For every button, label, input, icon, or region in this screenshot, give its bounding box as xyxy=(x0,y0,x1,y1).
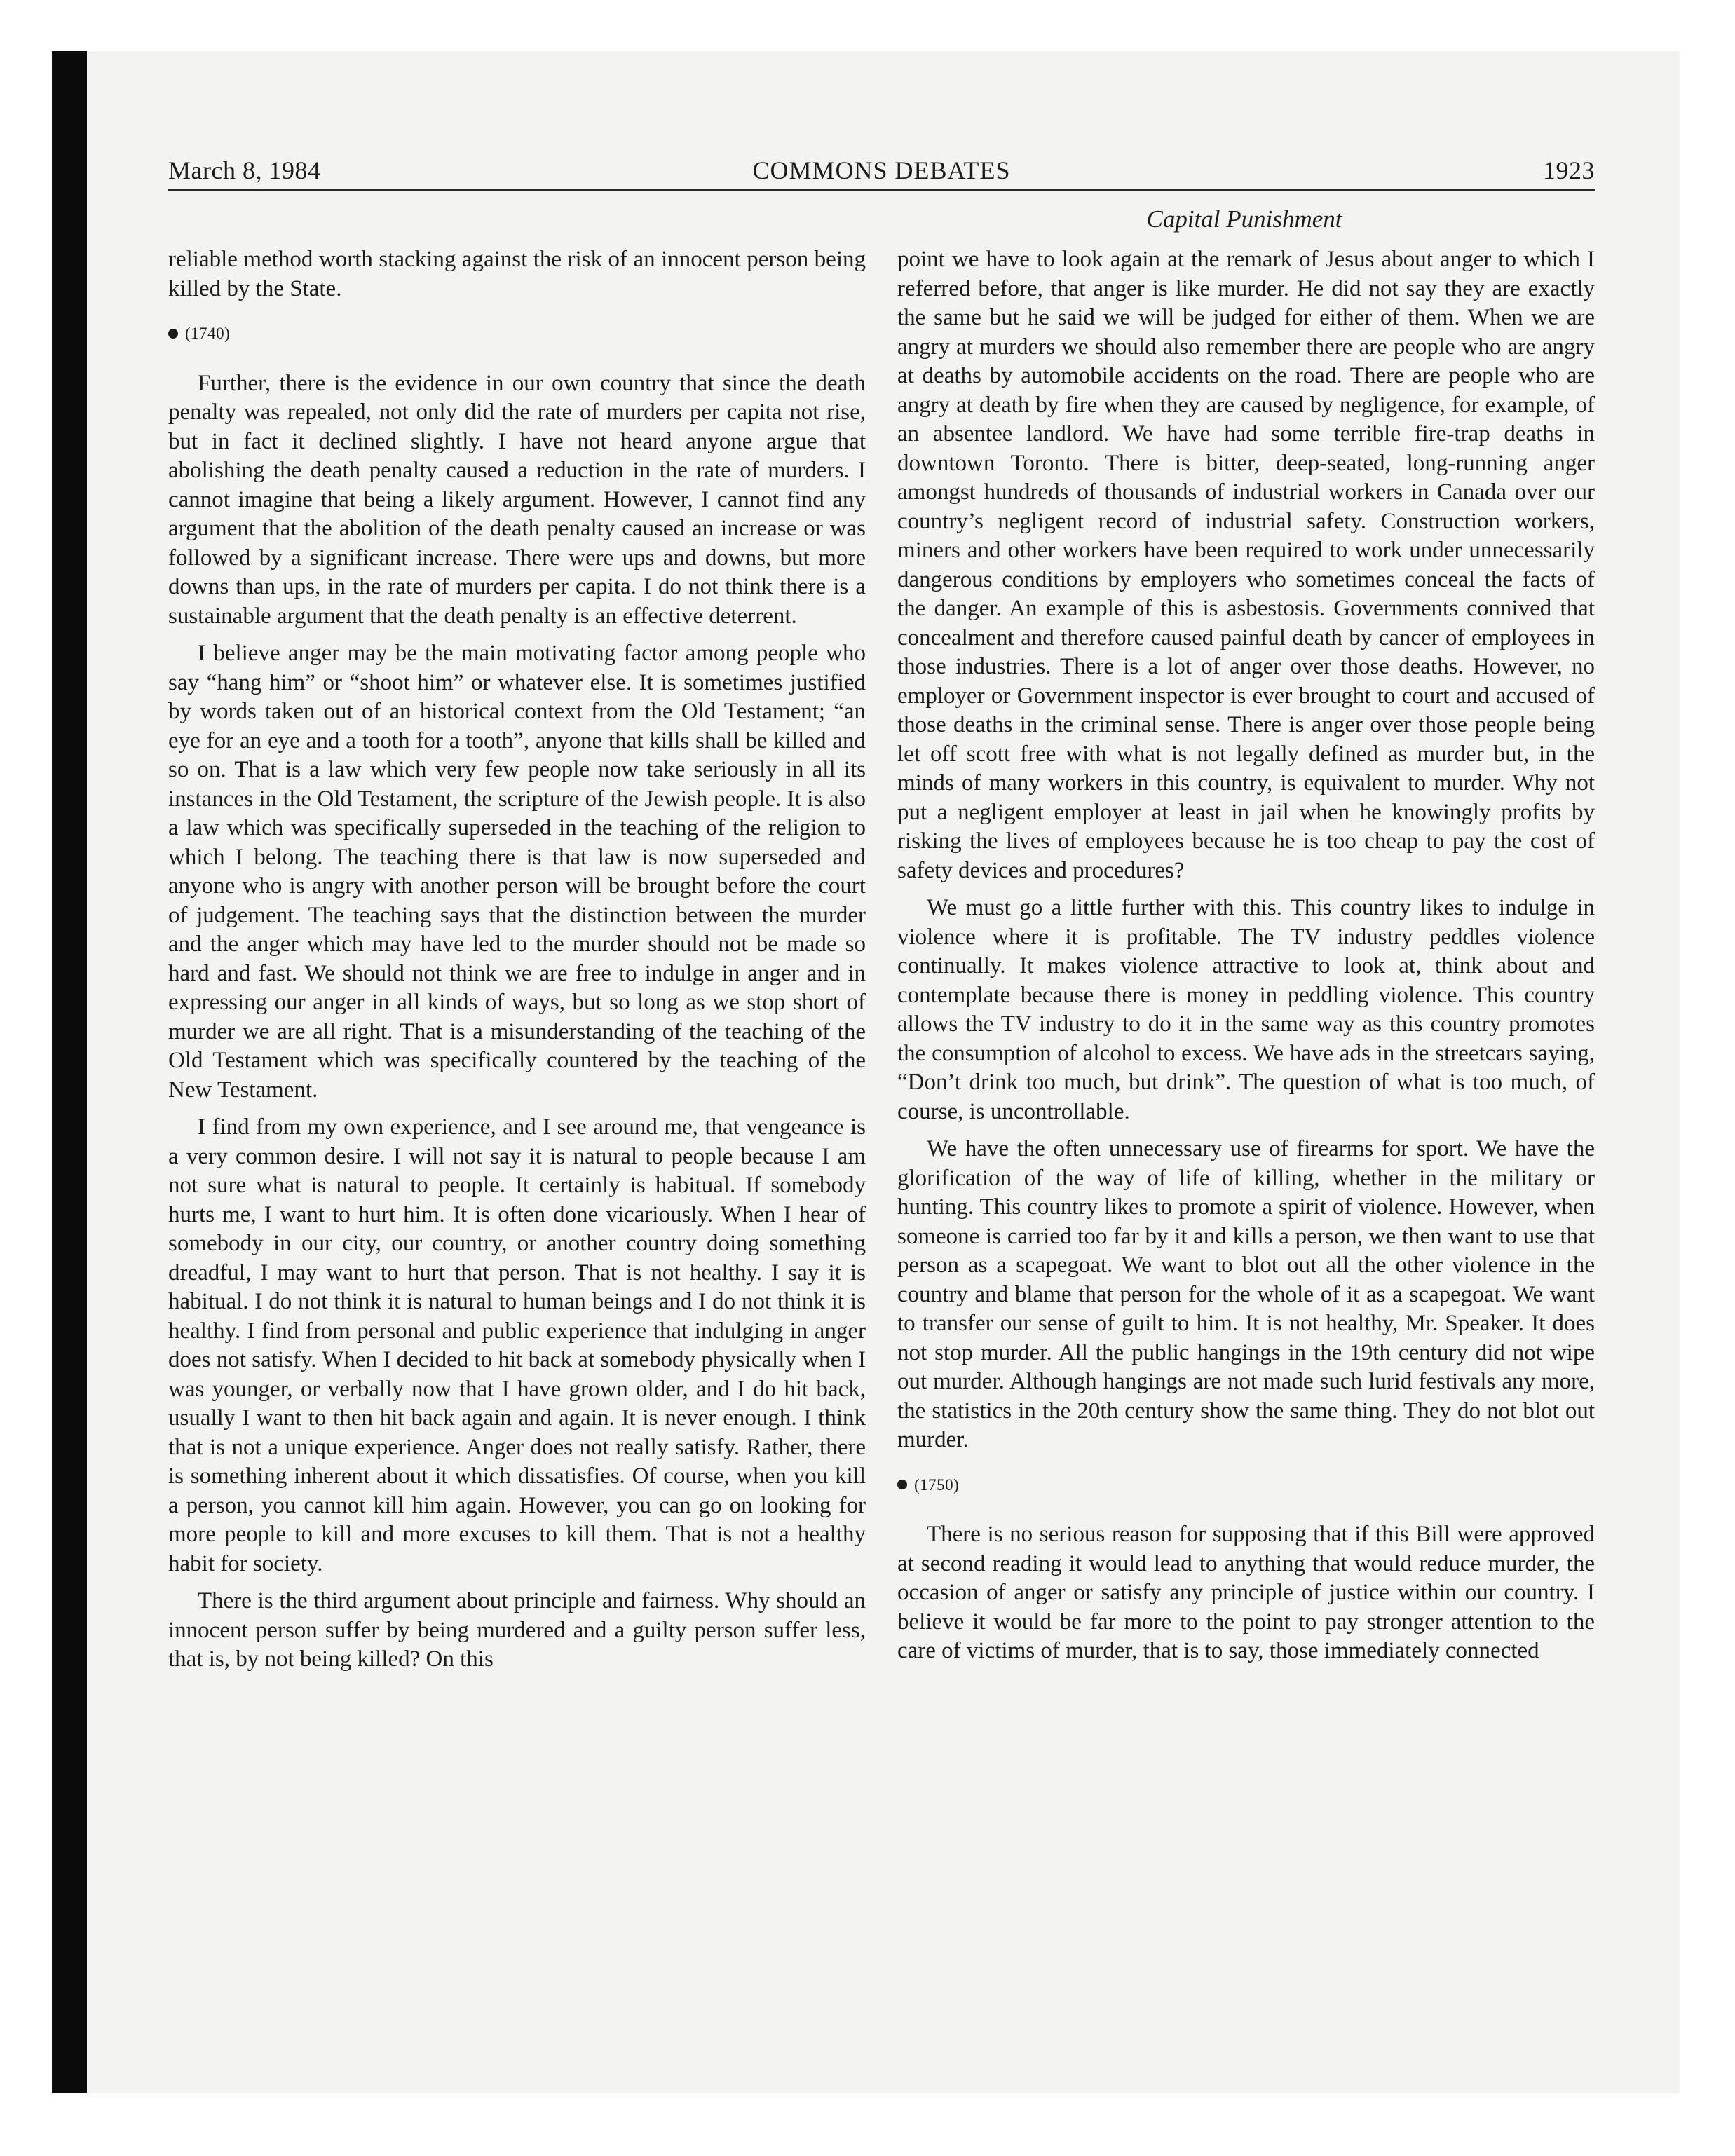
paragraph: point we have to look again at the remark of Jesus about anger to which I referred before, that anger is like murder. He did not say they are exactly the same but he said we will be judged for either of them. When we are angry at murders we should also remember there are people who are angry at deaths by automobile accidents on the road. There are people who are angry at death by fire when they are caused by negligence, for example, of an absentee landlord. We have had some terrible fire-trap deaths in downtown Toronto. There is bitter, deep-seated, long-running anger amongst hundreds of thousands of industrial workers in Canada over our country’s negligent record of industrial safety. Construction workers, miners and other workers have been required to work under unnecessarily dangerous conditions by employers who sometimes conceal the facts of the danger. An example of this is asbestosis. Governments connived that concealment and therefore caused painful death by cancer of employees in those industries. There is a lot of anger over those deaths. However, no employer or Government inspector is ever brought to court and accused of those deaths in the criminal sense. There is anger over those people being let off scott free with what is not legally defined as murder but, in the minds of many workers in this country, is equivalent to murder. Why not put a negligent employer at least in jail when he knowingly profits by risking the lives of employees because he is too cheap to pay the cost of safety devices and procedures? xyxy=(897,247,1595,883)
paragraph: We must go a little further with this. This country likes to indulge in violence where it is profitable. The TV industry peddles violence continually. It makes violence attractive to look at, think about and contemplate because there is money in peddling violence. This country allows the TV industry to do it in the same way as this country promotes the consumption of alcohol to excess. We have ads in the streetcars saying, “Don’t drink too much, but drink”. The question of what is too much, of course, is uncontrollable. xyxy=(897,895,1595,1124)
header-date: March 8, 1984 xyxy=(168,156,321,184)
header-publication: COMMONS DEBATES xyxy=(752,156,1011,184)
paragraph: I find from my own experience, and I see around me, that vengeance is a very common desire. I will not say it is natural to people because I am not sure what is natural to people. It certainly is habitual. If somebody hurts me, I want to hurt him. It is often done vicariously. When I hear of somebody in our city, our country, or another country doing something dreadful, I may want to hurt that person. That is not healthy. I say it is habitual. I do not think it is natural to human beings and I do not think it is healthy. I find from personal and public experience that indulging in anger does not satisfy. When I decided to hit back at somebody physically when I was younger, or verbally now that I have grown older, and I do hit back, usually I want to then hit back again and again. It is never enough. I think that is not a unique experience. Anger does not really satisfy. Rather, there is something inherent about it which dissatisfies. Of course, when you kill a person, you cannot kill him again. However, you can go on looking for more people to kill and more excuses to kill them. That is not a healthy habit for society. xyxy=(168,1114,866,1576)
page-header xyxy=(168,156,1595,191)
subject-heading: Capital Punishment xyxy=(1146,205,1342,233)
paragraph: We have the often unnecessary use of firearms for sport. We have the glorification of the way of life of killing, whether in the military or hunting. This country likes to promote a spirit of violence. However, when someone is carried too far by it and kills a person, we then want to use that person as a scapegoat. We want to blot out all the other violence in the country and blame that person for the whole of it as a scapegoat. We want to transfer our sense of guilt to him. It is not healthy, Mr. Speaker. It does not stop murder. All the public hangings in the 19th century did not wipe out murder. Although hangings are not made such lurid festivals any more, the statistics in the 20th century show the same thing. They do not blot out murder. xyxy=(897,1136,1595,1452)
time-marker xyxy=(897,1471,1595,1500)
paragraph: I believe anger may be the main motivating factor among people who say “hang him” or “shoot him” or whatever else. It is sometimes justified by words taken out of an historical context from the Old Testament; “an eye for an eye and a tooth for a tooth”, anyone that kills shall be killed and so on. That is a law which very few people now take seriously in all its instances in the Old Testament, the scripture of the Jewish people. It is also a law which was specifically superseded in the teaching of the religion to which I belong. The teaching there is that law is now superseded and anyone who is angry with another person will be brought before the court of judgement. The teaching says that the distinction between the murder and the anger which may have led to the murder should not be made so hard and fast. We should not think we are free to indulge in anger and in expressing our anger in all kinds of ways, but so long as we stop short of murder we are all right. That is a misunderstanding of the teaching of the Old Testament which was specifically countered by the teaching of the New Testament. xyxy=(168,641,866,1103)
paragraph: There is the third argument about principle and fairness. Why should an innocent person suffer by being murdered and a guilty person suffer less, that is, by not being killed? On this xyxy=(168,1588,866,1672)
time-marker xyxy=(168,319,866,348)
paragraph: Further, there is the evidence in our own country that since the death penalty was repealed, not only did the rate of murders per capita not rise, but in fact it declined slightly. I have not heard anyone argue that abolishing the death penalty caused a reduction in the rate of murders. I cannot imagine that being a likely argument. However, I cannot find any argument that the abolition of the death penalty caused an increase or was followed by a significant increase. There were ups and downs, but more downs than ups, in the rate of murders per capita. I do not think there is a sustainable argument that the death penalty is an effective deterrent. xyxy=(168,370,866,629)
time-marker-label: (1740) xyxy=(185,325,231,342)
time-marker-label: (1750) xyxy=(914,1475,960,1494)
right-column xyxy=(897,245,1595,1674)
header-rule xyxy=(168,189,1595,191)
bullet-icon xyxy=(897,1480,907,1489)
paragraph: There is no serious reason for supposing that if this Bill were approved at second reading it would lead to anything that would reduce murder, the occasion of anger or satisfy any principle of justice within our country. I believe it would be far more to the point to pay stronger attention to the care of victims of murder, that is to say, those immediately connected xyxy=(897,1522,1595,1663)
header-page-number: 1923 xyxy=(1543,156,1595,184)
paragraph: reliable method worth stacking against the risk of an innocent person being killed by the State. xyxy=(168,247,866,301)
left-column xyxy=(168,245,866,1683)
binding-edge-shadow xyxy=(52,51,87,2093)
bullet-icon xyxy=(168,329,178,339)
